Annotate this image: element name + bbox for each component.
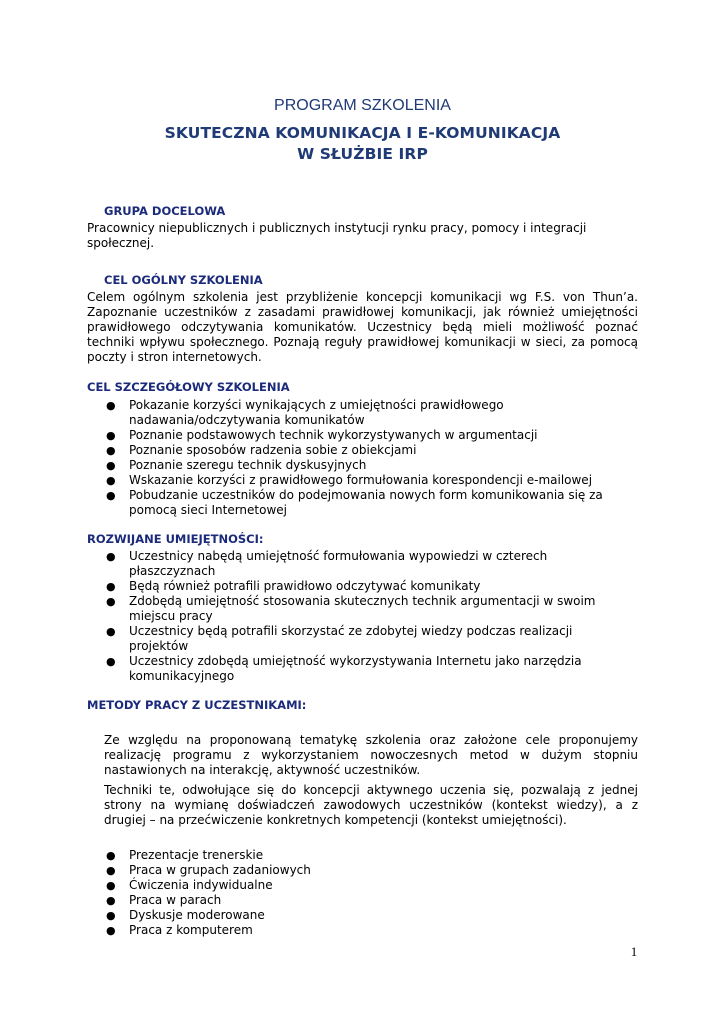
list-item: ● Pobudzanie uczestników do podejmowania nowych form komunikowania się za pomocą sieci Internetowej [106,488,603,517]
list-item: ● Poznanie szeregu technik dyskusyjnych [106,458,367,472]
list-item: ● Prezentacje trenerskie [106,848,264,862]
metody-paragraph-2: Techniki te, odwołujące się do koncepcji aktywnego uczenia się, pozwalają z jednej strony na wymianę doświadczeń zawodowych uczestników (kontekst wiedzy), a z drugiej – na przećwiczenie konkretnych kompetencji (kontekst umiejętności). [104,783,638,827]
bullet-icon: ● [106,625,116,638]
list-item: ● Ćwiczenia indywidualne [106,878,273,892]
list-item: ● Zdobędą umiejętność stosowania skutecznych technik argumentacji w swoim miejscu pracy [106,594,596,623]
list-item: ● Praca w grupach zadaniowych [106,863,311,877]
bullet-icon: ● [106,924,116,937]
list-item: ● Uczestnicy zdobędą umiejętność wykorzystywania Internetu jako narzędzia komunikacyjnego [106,654,582,683]
bullet-icon: ● [106,580,116,593]
list-item: ● Praca z komputerem [106,923,253,937]
bullet-icon: ● [106,655,116,668]
bullet-icon: ● [106,474,116,487]
bullet-icon: ● [106,849,116,862]
metody-list [87,848,607,938]
title-line-1: SKUTECZNA KOMUNIKACJA I E-KOMUNIKACJA [164,124,561,142]
list-item: ● Uczestnicy będą potrafili skorzystać ze zdobytej wiedzy podczas realizacji projektów [106,624,573,653]
bullet-icon: ● [106,550,116,563]
list-item: ● Pokazanie korzyści wynikających z umiejętności prawidłowego nadawania/odczytywania komunikatów [106,398,504,427]
grupa-text: Pracownicy niepublicznych i publicznych instytucji rynku pracy, pomocy i integracji społecznej. [87,221,587,250]
bullet-icon: ● [106,894,116,907]
cel-szczegolowy-list [87,398,627,518]
list-item: ● Wskazanie korzyści z prawidłowego formułowania korespondencji e-mailowej [106,473,593,487]
page-number: 1 [630,944,638,959]
list-item: ● Poznanie podstawowych technik wykorzystywanych w argumentacji [106,428,538,442]
cel-ogolny-text: Celem ogólnym szkolenia jest przybliżenie koncepcji komunikacji wg F.S. von Thun’a. Zapoznanie uczestników z zasadami prawidłowej komunikacji, jak również umiejętności prawidłowego odczytywania komunikatów. Uczestnicy będą mieli możliwość poznać techniki wpływu społecznego. Poznają reguły prawidłowej komunikacji w sieci, za pomocą poczty i stron internetowych. [87,290,638,364]
bullet-icon: ● [106,864,116,877]
bullet-icon: ● [106,444,116,457]
bullet-icon: ● [106,399,116,412]
umiejetnosci-list [87,549,607,684]
title-line-2: W SŁUŻBIE IRP [297,145,428,163]
heading-grupa-docelowa: GRUPA DOCELOWA [104,204,226,218]
list-item: ● Poznanie sposobów radzenia sobie z obiekcjami [106,443,417,457]
heading-cel-ogolny: CEL OGÓLNY SZKOLENIA [104,273,263,287]
list-item: ● Będą również potrafili prawidłowo odczytywać komunikaty [106,579,481,593]
heading-cel-szczegolowy: CEL SZCZEGÓŁOWY SZKOLENIA [87,380,290,394]
bullet-icon: ● [106,595,116,608]
list-item: ● Uczestnicy nabędą umiejętność formułowania wypowiedzi w czterech płaszczyznach [106,549,548,578]
bullet-icon: ● [106,879,116,892]
heading-umiejetnosci: ROZWIJANE UMIEJĘTNOŚCI: [87,532,264,546]
list-item: ● Praca w parach [106,893,222,907]
list-item: ● Dyskusje moderowane [106,908,265,922]
bullet-icon: ● [106,909,116,922]
bullet-icon: ● [106,489,116,502]
heading-metody: METODY PRACY Z UCZESTNIKAMI: [87,698,307,712]
program-label: PROGRAM SZKOLENIA [274,97,451,114]
metody-paragraph-1: Ze względu na proponowaną tematykę szkolenia oraz założone cele proponujemy realizację programu z wykorzystaniem nowoczesnych metod w dużym stopniu nastawionych na interakcję, aktywność uczestników. [104,733,638,777]
bullet-icon: ● [106,429,116,442]
bullet-icon: ● [106,459,116,472]
